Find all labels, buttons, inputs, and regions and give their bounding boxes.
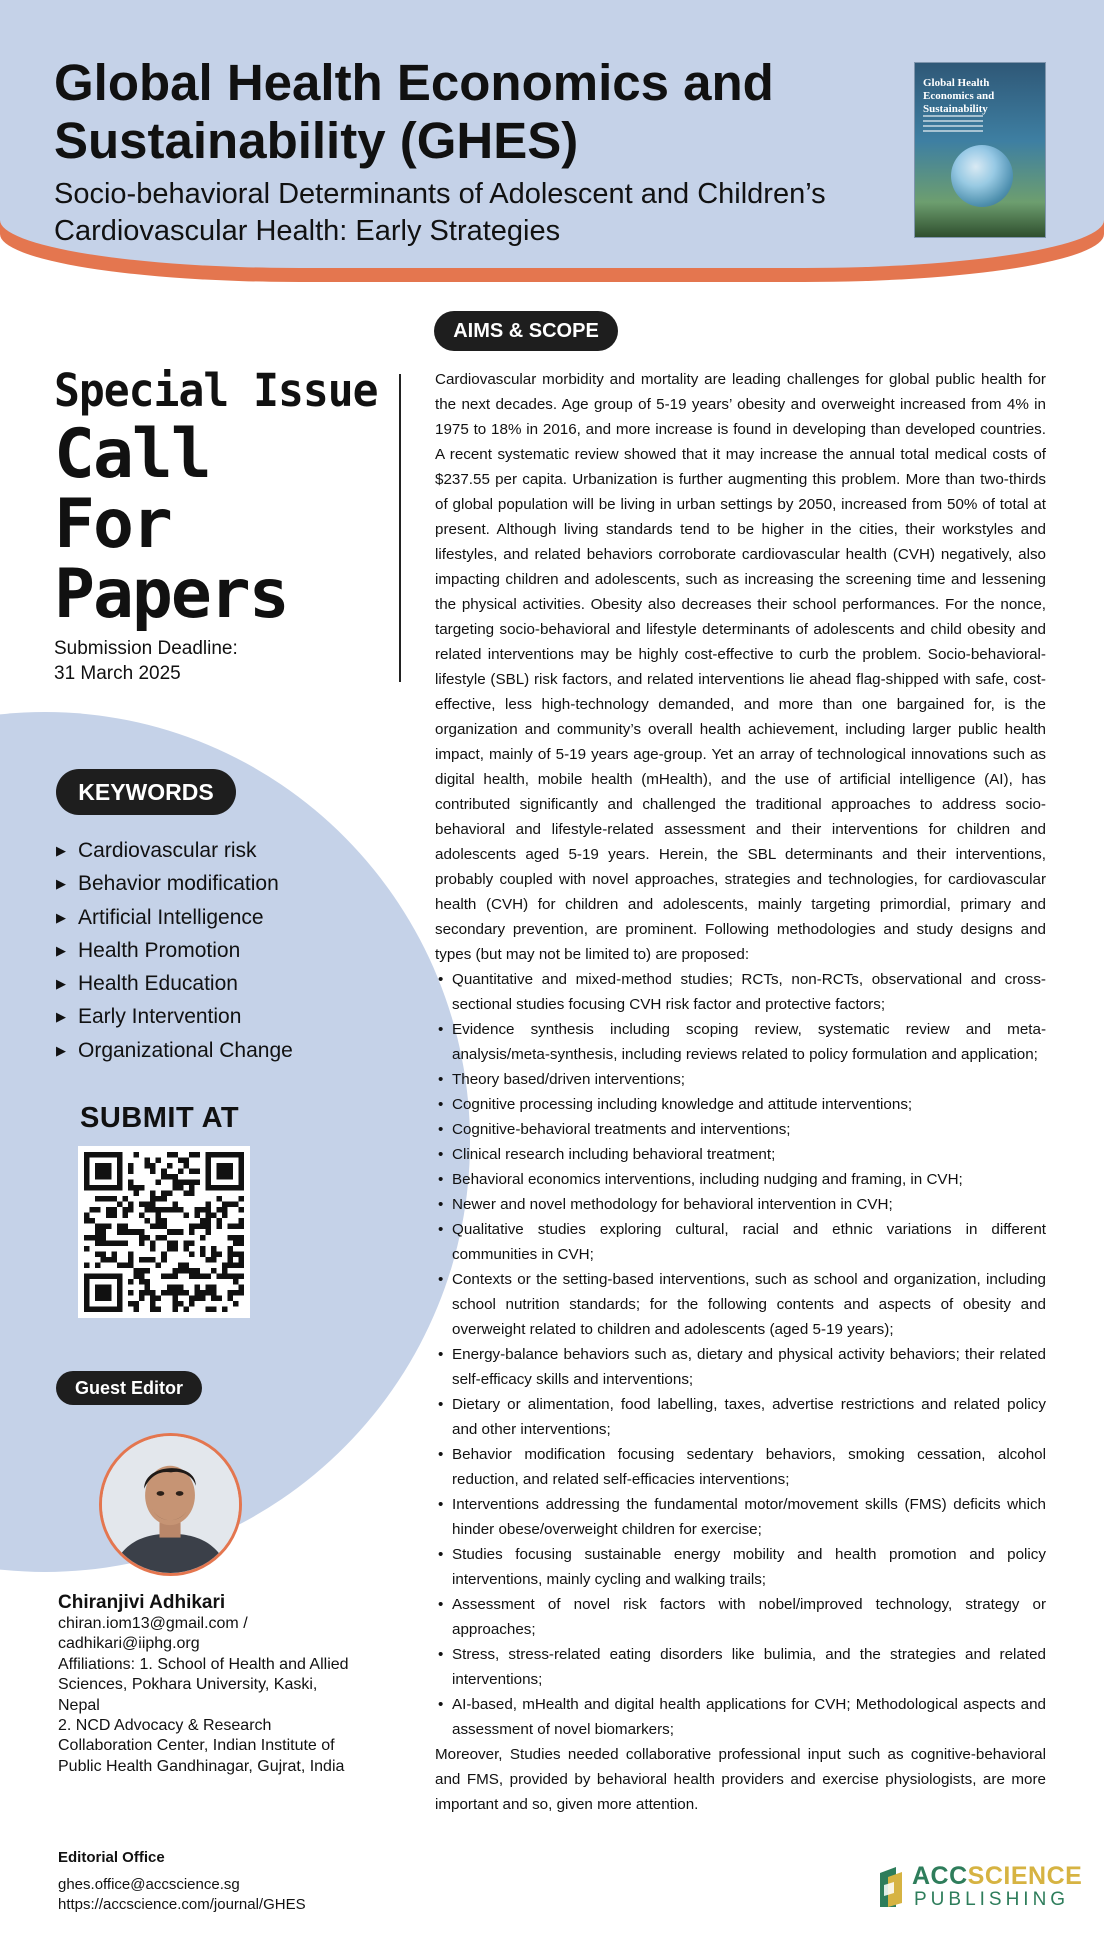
accscience-logo-icon	[876, 1863, 906, 1911]
papers-heading: Papers	[54, 555, 288, 634]
qr-code-icon	[84, 1152, 244, 1312]
aims-closing: Moreover, Studies needed collaborative professional input such as cognitive-behavioral and FMS, provided by behavioral health providers and exercise physiologists, are more important and so, given more attention.	[435, 1746, 1046, 1813]
keywords-badge: KEYWORDS	[56, 769, 236, 815]
list-item: • Studies focusing sustainable energy mobility and health promotion and policy interventions, mainly cycling and walking trails;	[435, 1542, 1046, 1592]
editor-email-alt[interactable]: cadhikari@iiphg.org	[58, 1635, 200, 1653]
list-item: • Clinical research including behavioral treatment;	[435, 1142, 1046, 1167]
deadline-label: Submission Deadline:	[54, 638, 238, 659]
call-heading: Call	[54, 415, 210, 494]
list-item: • Newer and novel methodology for behavioral intervention in CVH;	[435, 1192, 1046, 1217]
keywords-list	[56, 834, 293, 1067]
editorial-office-heading: Editorial Office	[58, 1849, 165, 1866]
keyword-label: Early Intervention	[78, 1005, 242, 1029]
aims-scope-body	[435, 367, 1046, 1817]
list-item: • Energy-balance behaviors such as, dietary and physical activity behaviors; their related self-efficacy skills and interventions;	[435, 1342, 1046, 1392]
submission-deadline	[54, 636, 238, 686]
list-item: • Dietary or alimentation, food labelling, taxes, advertise restrictions and related policy and other interventions;	[435, 1392, 1046, 1442]
editor-affiliation-1: Affiliations: 1. School of Health and Allied Sciences, Pokhara University, Kaski, Nepal	[58, 1655, 349, 1714]
list-item: • Qualitative studies exploring cultural, racial and ethnic variations in different communities in CVH;	[435, 1217, 1046, 1267]
logo-science: SCIENCE	[967, 1862, 1083, 1890]
keyword-item	[56, 934, 293, 967]
list-item: • Behavior modification focusing sedentary behaviors, smoking cessation, alcohol reduction, and related self-efficacies interventions;	[435, 1442, 1046, 1492]
keyword-label: Organizational Change	[78, 1038, 293, 1062]
office-email-link[interactable]: ghes.office@accscience.sg	[58, 1876, 240, 1893]
publisher-logo-text	[912, 1863, 1082, 1889]
globe-icon	[951, 145, 1013, 207]
list-item: • AI-based, mHealth and digital health applications for CVH; Methodological aspects and assessment of novel biomarkers;	[435, 1692, 1046, 1742]
journal-title: Global Health Economics and Sustainability (GHES)	[54, 54, 774, 169]
list-item: • Contexts or the setting-based interventions, such as school and organization, including school nutrition standards; for the following contents and aspects of obesity and overweight related to children and adolescents (aged 5-19 years);	[435, 1267, 1046, 1342]
logo-publishing: PUBLISHING	[914, 1889, 1070, 1910]
list-item: • Cognitive processing including knowledge and attitude interventions;	[435, 1092, 1046, 1117]
divider	[399, 374, 401, 682]
list-item: • Quantitative and mixed-method studies; RCTs, non-RCTs, observational and cross-sectional studies focusing CVH risk factor and protective factors;	[435, 967, 1046, 1017]
special-issue-title: Socio-behavioral Determinants of Adolescent and Children’s Cardiovascular Health: Early Strategies	[54, 178, 826, 247]
editor-details	[58, 1614, 358, 1777]
keyword-item	[56, 1034, 293, 1067]
guest-editor-badge: Guest Editor	[56, 1371, 202, 1405]
cover-decoration	[923, 115, 983, 135]
cover-title: Global Health Economics and Sustainability	[923, 77, 995, 115]
editor-affiliation-2: 2. NCD Advocacy & Research Collaboration Center, Indian Institute of Public Health Gandhinagar, Gujrat, India	[58, 1717, 345, 1775]
keyword-item	[56, 867, 293, 900]
keyword-label: Health Education	[78, 972, 238, 996]
keyword-item	[56, 1000, 293, 1033]
person-portrait-icon	[102, 1436, 239, 1573]
journal-url-link[interactable]: https://accscience.com/journal/GHES	[58, 1896, 306, 1913]
journal-cover-image	[914, 62, 1046, 238]
triangle-right-icon: ▶	[56, 909, 66, 925]
list-item: • Assessment of novel risk factors with nobel/improved technology, strategy or approaches;	[435, 1592, 1046, 1642]
triangle-right-icon: ▶	[56, 1042, 66, 1058]
logo-acc: ACC	[912, 1862, 968, 1890]
list-item: • Evidence synthesis including scoping review, systematic review and meta-analysis/meta-synthesis, including reviews related to policy formulation and application;	[435, 1017, 1046, 1067]
editor-name: Chiranjivi Adhikari	[58, 1592, 226, 1613]
triangle-right-icon: ▶	[56, 1009, 66, 1025]
list-item: • Interventions addressing the fundamental motor/movement skills (FMS) deficits which hinder obese/overweight children for exercise;	[435, 1492, 1046, 1542]
keyword-item	[56, 834, 293, 867]
aims-scope-badge: AIMS & SCOPE	[434, 311, 618, 351]
keyword-item	[56, 967, 293, 1000]
deadline-date: 31 March 2025	[54, 663, 181, 684]
list-item: • Behavioral economics interventions, including nudging and framing, in CVH;	[435, 1167, 1046, 1192]
qr-code[interactable]	[78, 1146, 250, 1318]
list-item: • Cognitive-behavioral treatments and interventions;	[435, 1117, 1046, 1142]
triangle-right-icon: ▶	[56, 942, 66, 958]
submit-at-heading: SUBMIT AT	[80, 1102, 240, 1134]
avatar	[99, 1433, 242, 1576]
editor-email[interactable]: chiran.iom13@gmail.com /	[58, 1615, 248, 1632]
proposed-topics-list	[435, 967, 1046, 1742]
for-heading: For	[54, 485, 171, 564]
triangle-right-icon: ▶	[56, 843, 66, 858]
triangle-right-icon: ▶	[56, 876, 66, 892]
keyword-item	[56, 901, 293, 934]
keyword-label: Behavior modification	[78, 872, 279, 896]
keyword-label: Health Promotion	[78, 938, 241, 962]
keyword-label: Artificial Intelligence	[78, 905, 264, 929]
special-issue-heading: Special Issue	[54, 364, 378, 418]
keyword-label: Cardiovascular risk	[78, 839, 257, 862]
list-item: • Theory based/driven interventions;	[435, 1067, 1046, 1092]
aims-intro: Cardiovascular morbidity and mortality are leading challenges for global public health for the next decades. Age group of 5-19 years’ obesity and overweight increased from 4% in 1975 to 18% in 2016, and more increase is found in developing than developed countries. A recent systematic review showed that it may increase the annual total medical costs of $237.55 per capita. Urbanization is further augmenting this problem. More than two-thirds of global population will be living in urban settings by 2050, increased from 50% of total at present. Although living standards tend to be higher in the cities, their workstyles and lifestyles, and related behaviors corroborate cardiovascular health (CVH) negatively, also impacting children and adolescents, such as increasing the screening time and lessening the physical activities. Obesity also decreases their school performances. For the nonce, targeting socio-behavioral and lifestyle determinants of adolescents and child obesity and related interventions may be highly cost-effective to curb the problem. Socio-behavioral-lifestyle (SBL) risk factors, and related interventions lie ahead flag-shipped with safe, cost-effective, less high-technology demanded, and more than one bargained for, is the organization and community’s overall health achievement, including larger public health impact, mainly of 5-19 years age-group. Yet an array of technological innovations such as digital health, mobile health (mHealth), and the use of artificial intelligence (AI), has contributed significantly and challenged the traditional approaches to address socio-behavioral and lifestyle-related assessment and their interventions for children and adolescents aged 5-19 years. Herein, the SBL determinants and their interventions, probably coupled with novel approaches, strategies and technologies, for cardiovascular health (CVH) for children and adolescents, mainly targeting primordial, primary and secondary prevention, are prominent. Following methodologies and study designs and types (but may not be limited to) are proposed:	[435, 371, 1046, 963]
list-item: • Stress, stress-related eating disorders like bulimia, and the strategies and related interventions;	[435, 1642, 1046, 1692]
triangle-right-icon: ▶	[56, 976, 66, 992]
